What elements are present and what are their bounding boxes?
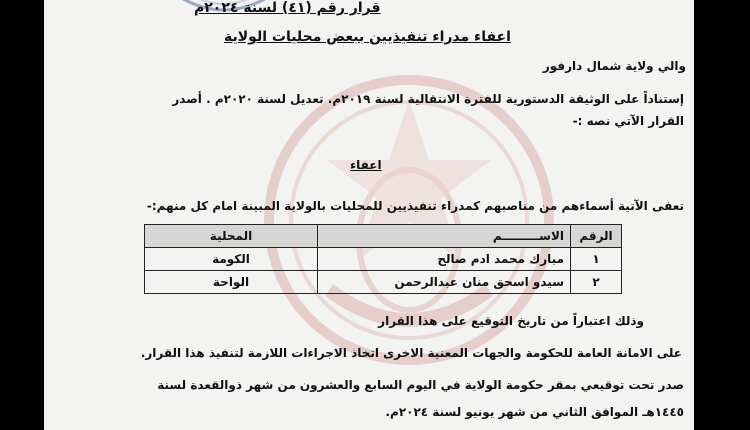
table-row: [145, 271, 622, 294]
row-locality: الواحة: [145, 271, 318, 294]
row-name: سيدو اسحق منان عبدالرحمن: [318, 271, 571, 294]
decree-number: قرار رقم (٤١) لسنة ٢٠٢٤م: [194, 0, 381, 16]
table-row: [145, 248, 622, 271]
row-number: ١: [571, 248, 622, 271]
document-page: [44, 0, 694, 430]
state-emblem-watermark-icon: [259, 60, 559, 380]
row-number: ٢: [571, 271, 622, 294]
header-name: الاســـــــــم: [318, 225, 571, 248]
dismissal-table: [144, 224, 622, 294]
row-locality: الكومة: [145, 248, 318, 271]
legal-basis-line-2: القرار الآتي نصه :-: [572, 114, 684, 128]
header-locality: المحلية: [145, 225, 318, 248]
header-number: الرقم: [571, 225, 622, 248]
table-header-row: [145, 225, 622, 248]
governor-title: والي ولاية شمال دارفور: [542, 59, 686, 73]
issued-line-1: صدر تحت توقيعي بمقر حكومة الولاية في اليوم السابع والعشرون من شهر ذوالقعدة لسنة: [157, 378, 684, 392]
row-name: مبارك محمد ادم صالح: [318, 248, 571, 271]
issued-line-2: ١٤٤٥هـ الموافق الثاني من شهر يونيو لسنة ٢٠٢٤م.: [385, 405, 684, 419]
section-subheading: اعفاء: [350, 158, 382, 172]
intro-paragraph: تعفى الآتية أسماءهم من مناصبهم كمدراء تنفيذيين للمحليات بالولاية المبينة امام كل منهم:-: [146, 199, 684, 213]
secretariat-instruction: على الامانة العامة للحكومة والجهات المعنية الاخرى اتخاذ الاجراءات اللازمة لتنفيذ هذا القرار.: [140, 346, 682, 360]
effective-date-line: وذلك اعتباراً من تاريخ التوقيع على هذا القرار: [378, 314, 644, 328]
document-heading: اعفاء مدراء تنفيذيين ببعض محليات الولاية: [224, 29, 511, 45]
legal-basis-line-1: إستناداً على الوثيقة الدستورية للفترة الانتقالية لسنة ٢٠١٩م. تعديل لسنة ٢٠٢٠م . أصدر: [172, 92, 684, 106]
